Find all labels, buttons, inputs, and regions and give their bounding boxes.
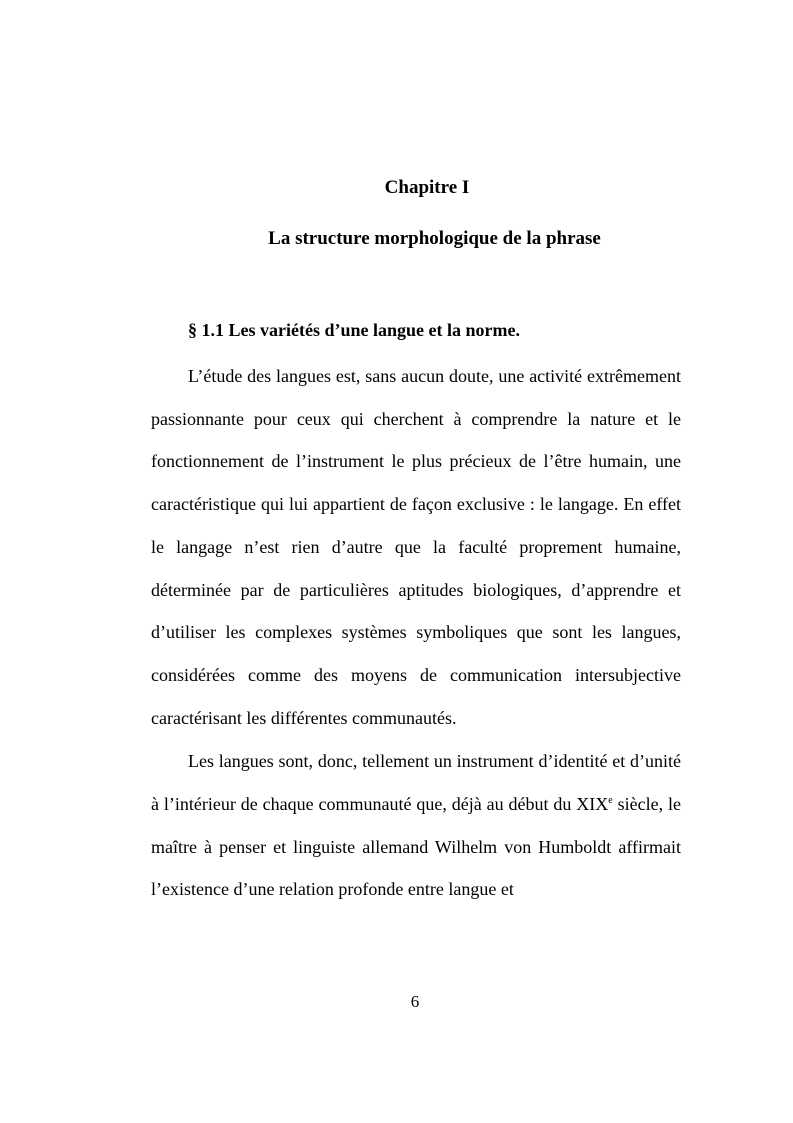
century-superscript: e	[608, 795, 613, 807]
chapter-title: La structure morphologique de la phrase	[268, 228, 601, 249]
paragraph-2-text-before: Les langues sont, donc, tellement un instrument d’identité et d’unité à l’intérieur de chaque communauté que, déjà au début du XIX	[151, 751, 681, 815]
chapter-number: Chapitre I	[384, 177, 470, 198]
paragraph-2-text-after: siècle, le maître à penser et linguiste allemand Wilhelm von Humboldt affirmait l’existence d’une relation profonde entre langue et	[151, 794, 681, 900]
body-text	[151, 355, 681, 911]
page-number: 6	[410, 992, 420, 1011]
section-heading: § 1.1 Les variétés d’une langue et la norme.	[188, 320, 520, 340]
paragraph-1: L’étude des langues est, sans aucun doute, une activité extrêmement passionnante pour ceux qui cherchent à comprendre la nature et le fonctionnement de l’instrument le plus précieux de l’être humain, une caractéristique qui lui appartient de façon exclusive : le langage. En effet le langage n’est rien d’autre que la faculté proprement humaine, déterminée par de particulières aptitudes biologiques, d’apprendre et d’utiliser les complexes systèmes symboliques que sont les langues, considérées comme des moyens de communication intersubjective caractérisant les différentes communautés.	[151, 366, 681, 728]
paragraph-2	[151, 740, 681, 911]
